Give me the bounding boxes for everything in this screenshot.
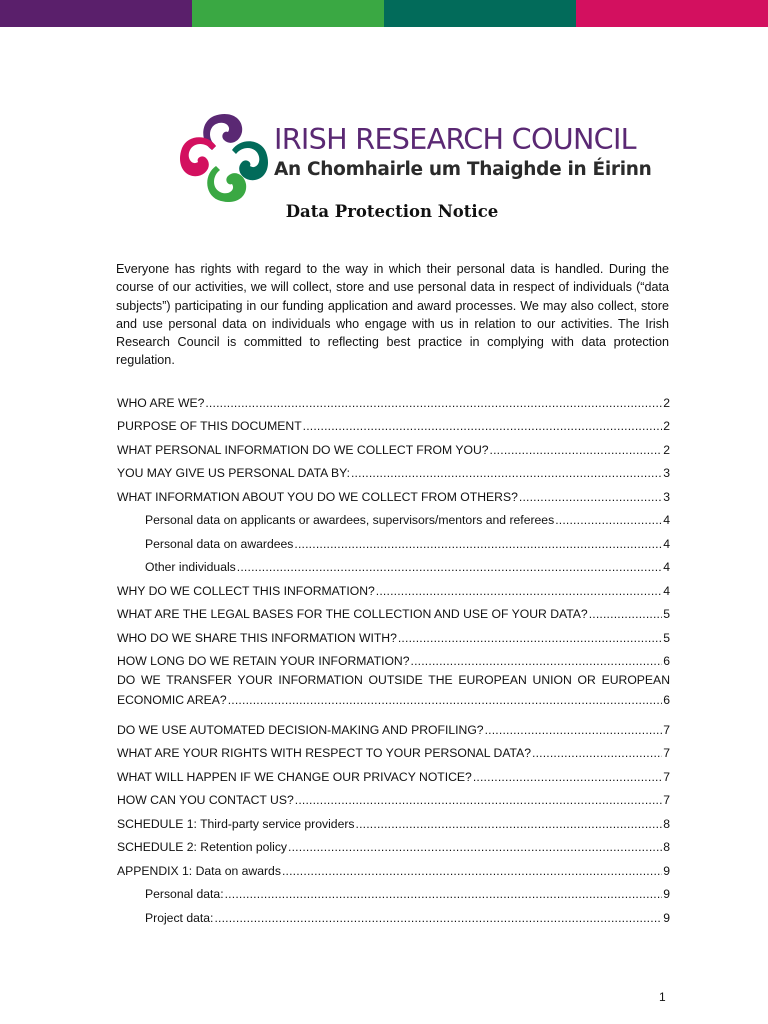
color-bar-segment <box>0 0 192 27</box>
toc-entry-text: WHAT ARE THE LEGAL BASES FOR THE COLLECTION AND USE OF YOUR DATA? <box>117 607 588 621</box>
toc-entry[interactable] <box>117 713 670 737</box>
toc-dot-leader <box>237 560 662 574</box>
toc-entry[interactable] <box>117 433 670 457</box>
toc-entry-text: Project data: <box>145 910 214 925</box>
toc-dot-leader <box>228 693 663 707</box>
toc-page-number: 5 <box>663 607 670 621</box>
toc-page-number: 4 <box>663 583 670 598</box>
toc-entry-text: WHAT PERSONAL INFORMATION DO WE COLLECT FROM YOU? <box>117 442 489 457</box>
logo-title: IRISH RESEARCH COUNCIL <box>274 122 636 156</box>
toc-page-number: 3 <box>663 489 670 504</box>
toc-entry[interactable] <box>117 386 670 410</box>
toc-page-number: 7 <box>663 769 670 784</box>
toc-page-number: 7 <box>663 746 670 760</box>
toc-dot-leader <box>519 490 662 504</box>
table-of-contents <box>117 386 670 925</box>
council-logo-mark-icon <box>178 112 270 202</box>
toc-page-number: 7 <box>663 722 670 737</box>
toc-entry[interactable] <box>117 457 670 481</box>
toc-entry-text: WHAT ARE YOUR RIGHTS WITH RESPECT TO YOUR PERSONAL DATA? <box>117 746 531 760</box>
toc-page-number: 2 <box>663 419 670 433</box>
toc-page-number: 7 <box>663 793 670 807</box>
toc-dot-leader <box>214 911 662 925</box>
toc-entry-text: APPENDIX 1: Data on awards <box>117 863 281 878</box>
toc-dot-leader <box>485 723 663 737</box>
toc-dot-leader <box>356 817 663 831</box>
intro-paragraph: Everyone has rights with regard to the way in which their personal data is handled. During the course of our activities, we will collect, store and use personal data in respect of individuals (“data subjects”) participating in our funding application and award processes. We may also collect, store and use personal data on individuals who engage with us in relation to our activities. The Irish Research Council is committed to reflecting best practice in complying with data protection regulation. <box>116 262 669 368</box>
toc-page-number: 9 <box>663 863 670 878</box>
color-bar-segment <box>384 0 576 27</box>
toc-subentry[interactable] <box>117 504 670 528</box>
toc-entry[interactable] <box>117 854 670 878</box>
toc-entry[interactable] <box>117 574 670 598</box>
toc-entry-text: WHO ARE WE? <box>117 395 205 410</box>
toc-entry-text: Personal data on awardees <box>145 536 294 551</box>
toc-page-number: 4 <box>663 536 670 551</box>
toc-page-number: 3 <box>663 466 670 480</box>
toc-entry-text: WHAT WILL HAPPEN IF WE CHANGE OUR PRIVACY NOTICE? <box>117 769 472 784</box>
toc-page-number: 6 <box>663 654 670 668</box>
toc-entry-text: Other individuals <box>145 560 236 574</box>
toc-entry-text: YOU MAY GIVE US PERSONAL DATA BY: <box>117 466 350 480</box>
toc-dot-leader <box>225 887 663 901</box>
toc-subentry[interactable] <box>117 551 670 575</box>
toc-page-number: 5 <box>663 630 670 645</box>
toc-subentry[interactable] <box>117 878 670 902</box>
toc-dot-leader <box>376 584 662 598</box>
toc-entry[interactable] <box>117 831 670 855</box>
toc-entry-text: DO WE TRANSFER YOUR INFORMATION OUTSIDE THE EUROPEAN UNION OR EUROPEAN <box>117 673 670 687</box>
irish-research-council-logo <box>178 110 652 202</box>
toc-dot-leader <box>490 443 663 457</box>
toc-page-number: 8 <box>663 816 670 831</box>
toc-dot-leader <box>411 654 663 668</box>
toc-page-number: 2 <box>663 442 670 457</box>
logo-subtitle: An Chomhairle um Thaighde in Éirinn <box>274 159 652 180</box>
toc-entry-text: Personal data: <box>145 887 224 901</box>
toc-entry[interactable] <box>117 784 670 808</box>
toc-entry-text: Personal data on applicants or awardees, supervisors/mentors and referees <box>145 513 555 527</box>
toc-dot-leader <box>282 864 662 878</box>
toc-entry[interactable] <box>117 410 670 434</box>
toc-entry-text: HOW LONG DO WE RETAIN YOUR INFORMATION? <box>117 654 410 668</box>
toc-entry-text: SCHEDULE 2: Retention policy <box>117 840 288 854</box>
toc-subentry[interactable] <box>117 901 670 925</box>
toc-page-number: 8 <box>663 840 670 854</box>
toc-page-number: 2 <box>663 395 670 410</box>
toc-entry[interactable] <box>117 737 670 761</box>
toc-page-number: 6 <box>663 693 670 707</box>
toc-subentry[interactable] <box>117 527 670 551</box>
toc-dot-leader <box>398 631 662 645</box>
toc-dot-leader <box>294 537 662 551</box>
toc-entry[interactable] <box>117 645 670 669</box>
toc-entry[interactable] <box>117 760 670 784</box>
toc-page-number: 9 <box>663 910 670 925</box>
toc-dot-leader <box>532 746 662 760</box>
toc-dot-leader <box>303 419 663 433</box>
toc-entry[interactable] <box>117 598 670 622</box>
toc-entry-text: SCHEDULE 1: Third-party service providers <box>117 816 355 831</box>
toc-entry[interactable] <box>117 671 670 713</box>
toc-entry-text: ECONOMIC AREA? <box>117 693 227 707</box>
toc-dot-leader <box>555 513 662 527</box>
toc-page-number: 4 <box>663 513 670 527</box>
toc-entry[interactable] <box>117 621 670 645</box>
toc-dot-leader <box>473 770 662 784</box>
toc-entry-text: WHO DO WE SHARE THIS INFORMATION WITH? <box>117 630 397 645</box>
toc-entry-text: HOW CAN YOU CONTACT US? <box>117 793 294 807</box>
color-bar-segment <box>576 0 768 27</box>
toc-entry-text: WHY DO WE COLLECT THIS INFORMATION? <box>117 583 375 598</box>
toc-entry-text: DO WE USE AUTOMATED DECISION-MAKING AND PROFILING? <box>117 722 484 737</box>
toc-entry-text: PURPOSE OF THIS DOCUMENT <box>117 419 302 433</box>
toc-entry[interactable] <box>117 807 670 831</box>
toc-entry-text: WHAT INFORMATION ABOUT YOU DO WE COLLECT FROM OTHERS? <box>117 489 518 504</box>
toc-dot-leader <box>205 396 662 410</box>
page-number: 1 <box>659 990 666 1004</box>
toc-dot-leader <box>288 840 662 854</box>
document-title: Data Protection Notice <box>285 202 499 221</box>
toc-dot-leader <box>589 607 663 621</box>
toc-dot-leader <box>295 793 662 807</box>
toc-page-number: 9 <box>663 887 670 901</box>
toc-entry[interactable] <box>117 480 670 504</box>
toc-dot-leader <box>351 466 662 480</box>
toc-page-number: 4 <box>663 560 670 574</box>
top-color-bar <box>0 0 768 27</box>
color-bar-segment <box>192 0 384 27</box>
